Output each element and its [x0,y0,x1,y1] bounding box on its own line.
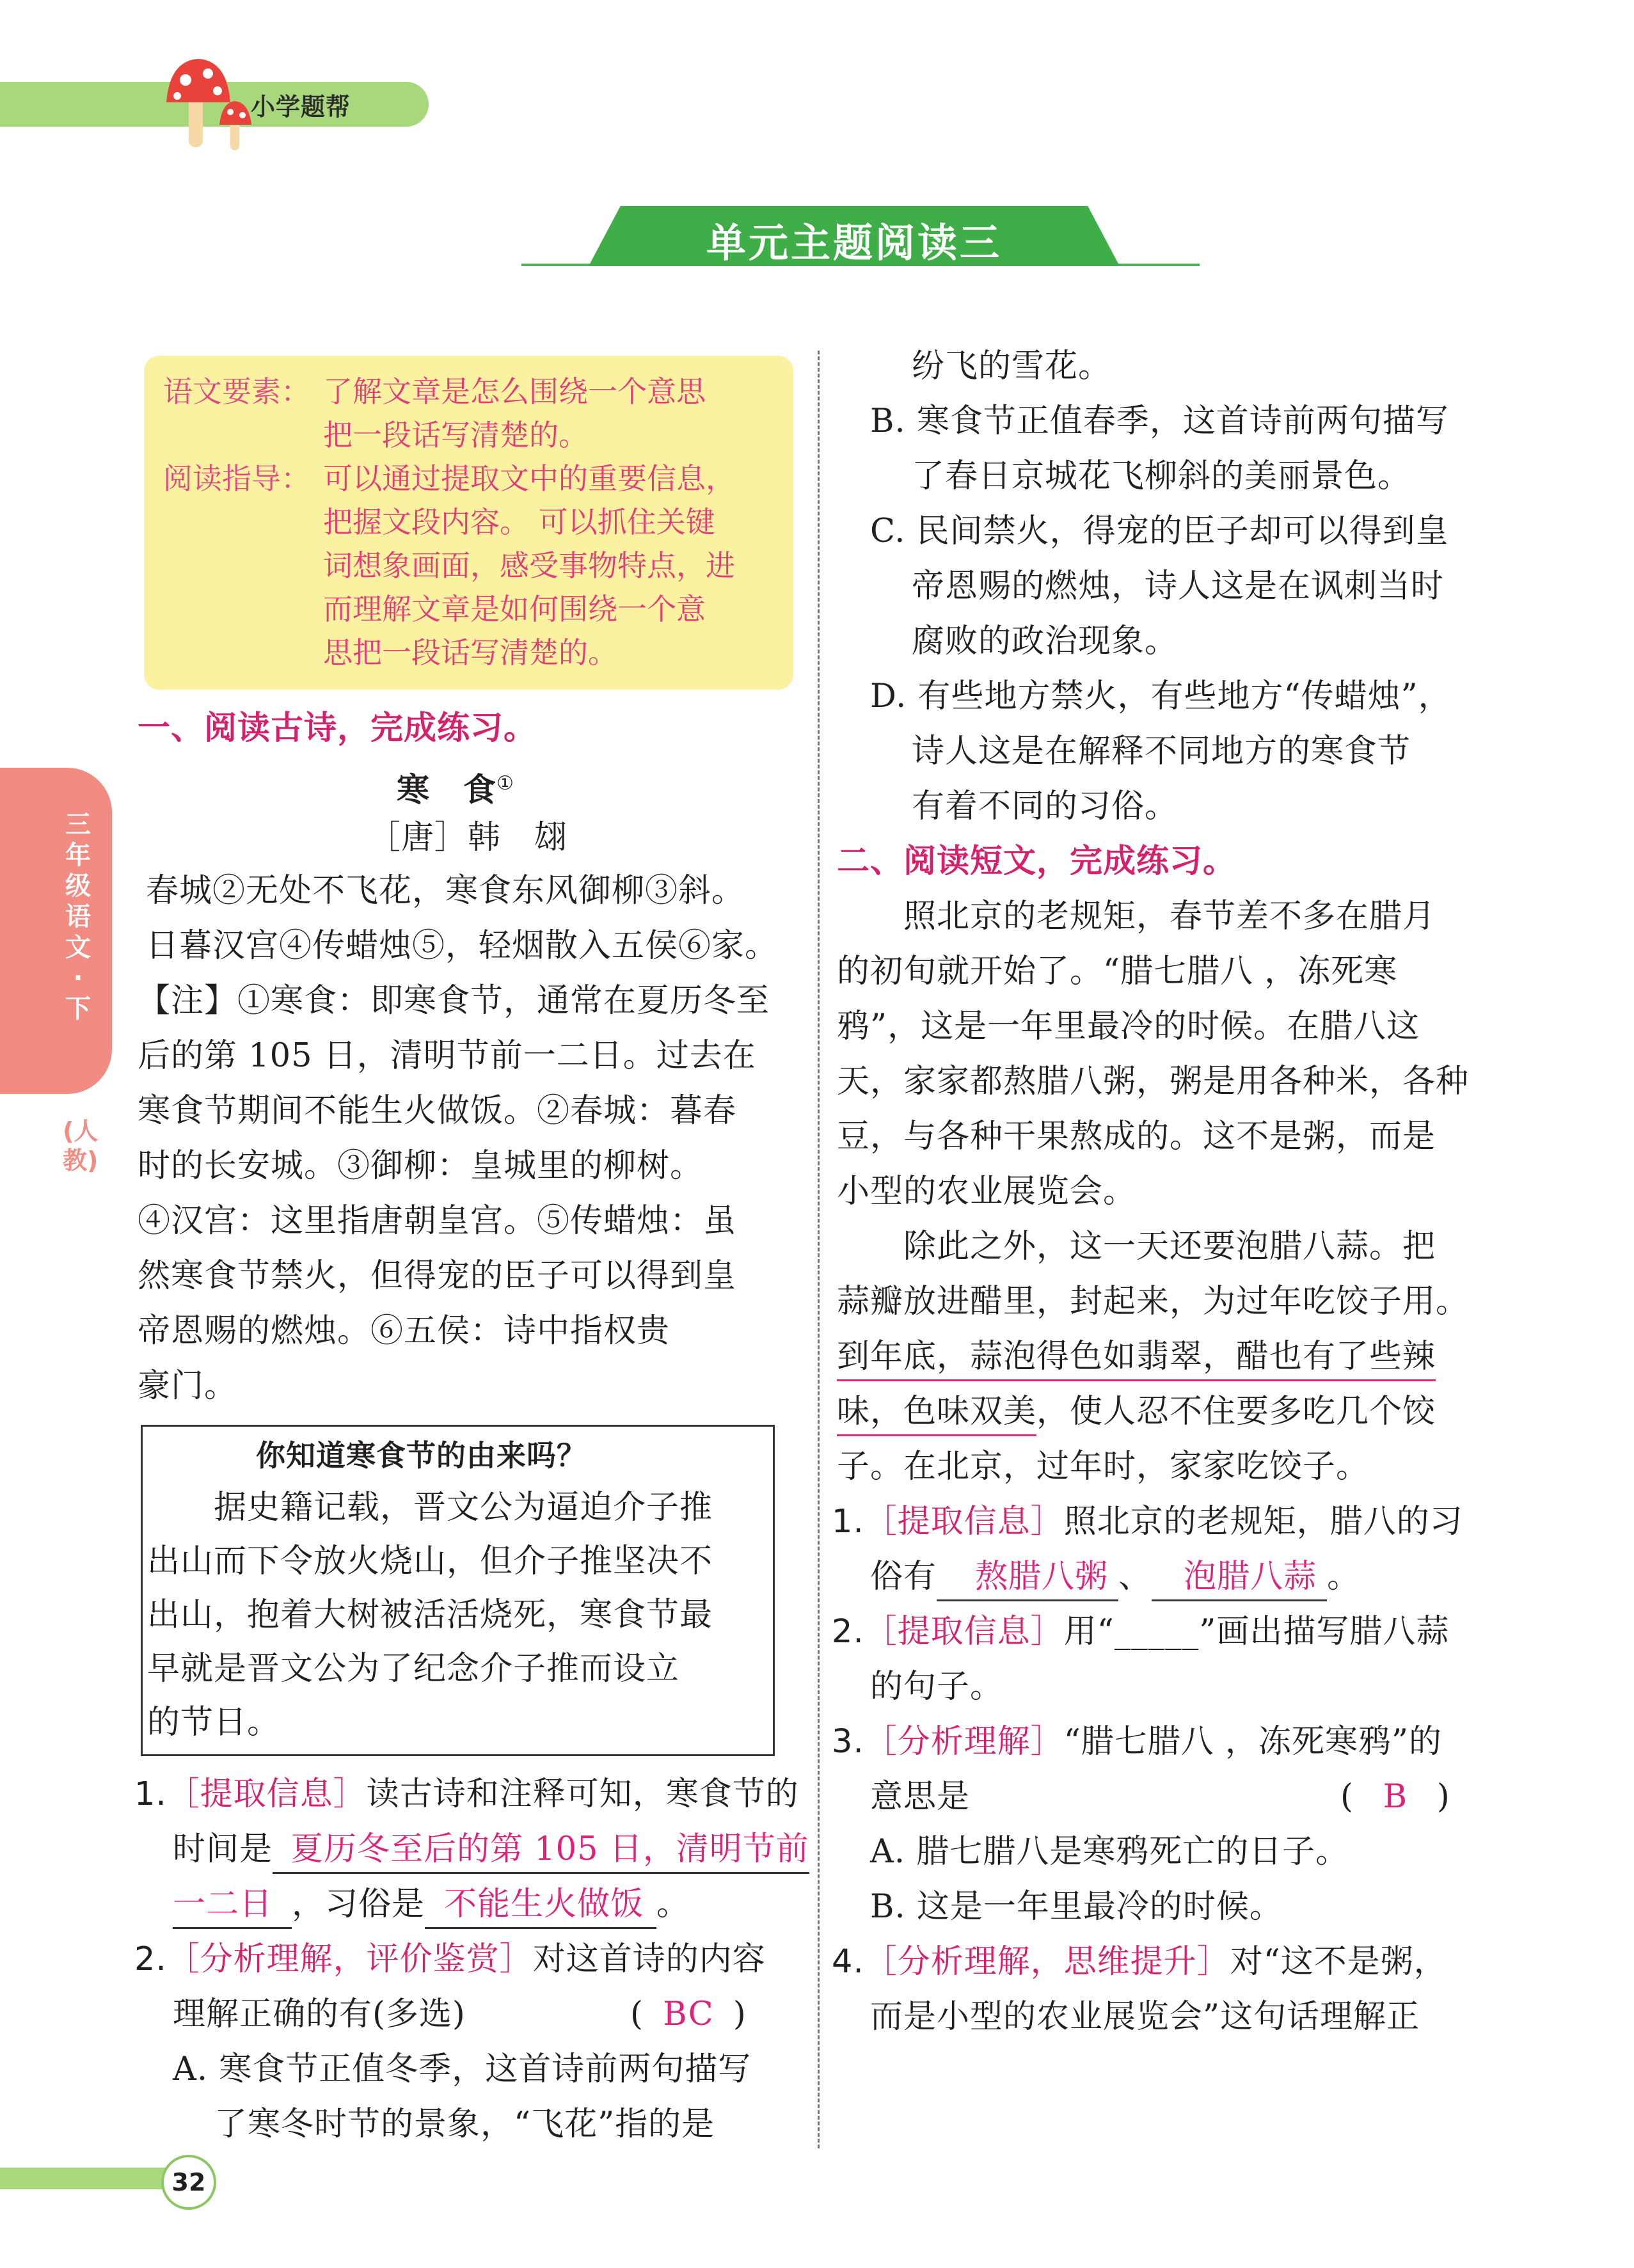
notes-line-6: 然寒食节禁火，但得宠的臣子可以得到皇 [138,1257,737,1295]
poem-author: ［唐］韩 翃 [368,819,568,857]
column-divider [818,351,820,2148]
passage-line-7: 除此之外，这一天还要泡腊八蒜。把 [837,1228,1436,1265]
page-number: 32 [161,2155,216,2210]
s1-q2-option-c-cont: 帝恩赐的燃烛，诗人这是在讽刺当时 [912,567,1445,605]
s1-q2-option-c-end: 腐败的政治现象。 [912,623,1178,660]
section2-heading: 二、阅读短文，完成练习。 [837,843,1237,880]
passage-line-3: 鸦”，这是一年里最冷的时候。在腊八这 [837,1008,1420,1045]
s1-question-1: 1.［提取信息］读古诗和注释可知，寒食节的 [134,1775,799,1813]
s1-q2-option-d-end: 有着不同的习俗。 [912,788,1178,825]
s1-q2-option-d: D. 有些地方禁火，有些地方“传蜡烛”， [870,678,1452,715]
s2-question-3: 3.［分析理解］“腊七腊八 ，冻死寒鸦”的 [832,1723,1443,1761]
side-tab-edition: (人教) [63,1117,99,1175]
s1-question-2: 2.［分析理解，评价鉴赏］对这首诗的内容 [134,1940,766,1978]
s1-q2-line-2: 理解正确的有(多选) [173,1995,466,2033]
s2-q2-line-2: 的句子。 [870,1668,1004,1706]
key-points-box [144,356,793,690]
element-line-2: 把一段话写清楚的。 [323,418,588,452]
passage-line-5: 豆，与各种干果熬成的。这不是粥，而是 [837,1118,1436,1155]
s2-q4-line-2: 而是小型的农业展览会”这句话理解正 [870,1998,1420,2036]
s2-q3-line-2: 意思是 [870,1778,971,1816]
notes-line-4: 时的长安城。③御柳：皇城里的柳树。 [138,1147,704,1185]
side-tab [0,768,112,1094]
s1-q2-option-d-cont: 诗人这是在解释不同地方的寒食节 [912,733,1411,770]
s1-q2-option-a-cont: 了寒冬时节的景象，“飞花”指的是 [214,2105,715,2143]
s1-q2-option-a: A. 寒食节正值冬季，这首诗前两句描写 [173,2050,752,2088]
element-label: 语文要素： [163,374,310,409]
s2-q1-line-2: 俗有 熬腊八粥 、 泡腊八蒜 。 [870,1555,1360,1601]
mushroom-icon [163,51,259,154]
notes-line-5: ④汉宫：这里指唐朝皇宫。⑤传蜡烛：虽 [138,1202,737,1240]
s2-q1-answer-1[interactable]: 熬腊八粥 [937,1555,1118,1601]
passage-line-6: 小型的农业展览会。 [837,1173,1137,1210]
guide-line-4: 而理解文章是如何围绕一个意 [323,592,706,626]
garlic-sentence-underline: 到年底，蒜泡得色如翡翠，醋也有了些辣 [837,1335,1436,1381]
page-title: 单元主题阅读三 [706,219,1002,266]
s1-q1-answer-time[interactable]: 夏历冬至后的第 105 日，清明节前 [273,1827,809,1874]
s2-question-4: 4.［分析理解，思维提升］对“这不是粥， [832,1943,1447,1981]
s2-q3-answer-paren[interactable]: ( B ) [1340,1778,1450,1816]
s2-question-2: 2.［提取信息］用“_____”画出描写腊八蒜 [832,1613,1450,1651]
guide-label: 阅读指导： [163,461,310,496]
passage-line-9 [837,1335,1436,1381]
notes-line-2: 后的第 105 日，清明节前一二日。过去在 [138,1037,756,1075]
passage-line-11: 子。在北京，过年时，家家吃饺子。 [837,1448,1370,1486]
s1-q2-answer-paren[interactable]: ( BC ) [630,1995,747,2033]
s2-q3-option-a: A. 腊七腊八是寒鸦死亡的日子。 [870,1833,1349,1871]
side-tab-label: 三年级语文·下 [65,810,91,1024]
notes-line-1: 【注】①寒食：即寒食节，通常在夏历冬至 [138,982,770,1020]
s1-q1-answer-custom[interactable]: 不能生火做饭 [425,1882,656,1929]
s1-q1-line-2: 时间是 夏历冬至后的第 105 日，清明节前 [173,1827,809,1874]
s2-q3-option-b: B. 这是一年里最冷的时候。 [870,1888,1283,1926]
s1-q1-answer-time-cont[interactable]: 一二日 [173,1882,292,1929]
notes-line-7: 帝恩赐的燃烛。⑥五侯：诗中指权贵 [138,1312,670,1350]
s1-q2-option-c: C. 民间禁火，得宠的臣子却可以得到皇 [870,512,1449,550]
s1-q2-option-b-cont: 了春日京城花飞柳斜的美丽景色。 [912,457,1411,495]
info-box-line-5: 的节日。 [147,1704,281,1741]
poem-title: 寒 食① [397,771,514,809]
guide-line-2: 把握文段内容。 可以抓住关键 [323,505,715,539]
section1-heading: 一、阅读古诗，完成练习。 [138,710,537,747]
passage-line-2: 的初旬就开始了。“腊七腊八 ，冻死寒 [837,953,1398,990]
s1-q2-option-a-end: 纷飞的雪花。 [912,347,1112,385]
garlic-sentence-underline-end: 味，色味双美 [837,1390,1036,1436]
info-box-line-1: 据史籍记载，晋文公为逼迫介子推 [147,1489,713,1527]
notes-line-8: 豪门。 [138,1367,238,1405]
passage-line-4: 天，家家都熬腊八粥，粥是用各种米，各种 [837,1063,1470,1100]
info-box-line-2: 出山而下令放火烧山，但介子推坚决不 [147,1542,713,1580]
info-box-title: 你知道寒食节的由来吗？ [256,1438,587,1473]
passage-line-8: 蒜瓣放进醋里，封起来，为过年吃饺子用。 [837,1283,1470,1320]
poem-line-1: 春城②无处不飞花，寒食东风御柳③斜。 [146,872,745,910]
info-box-line-4: 早就是晋文公为了纪念介子推而设立 [147,1650,680,1688]
brand-label: 小学题帮 [251,93,351,121]
passage-line-1: 照北京的老规矩，春节差不多在腊月 [837,898,1436,935]
info-box-line-3: 出山，抱着大树被活活烧死，寒食节最 [147,1596,713,1634]
s1-q1-line-3: 一二日 ，习俗是 不能生火做饭 。 [173,1882,690,1929]
guide-line-3: 词想象画面，感受事物特点，进 [323,548,735,583]
s2-question-1: 1.［提取信息］照北京的老规矩，腊八的习 [832,1503,1463,1541]
notes-line-3: 寒食节期间不能生火做饭。②春城：暮春 [138,1092,737,1130]
passage-line-10: 味，色味双美，使人忍不住要多吃几个饺 [837,1390,1436,1436]
element-line-1: 了解文章是怎么围绕一个意思 [323,374,706,409]
poem-line-2: 日暮汉宫④传蜡烛⑤，轻烟散入五侯⑥家。 [146,927,779,965]
guide-line-5: 思把一段话写清楚的。 [323,635,617,670]
guide-line-1: 可以通过提取文中的重要信息， [323,461,735,496]
s2-q1-answer-2[interactable]: 泡腊八蒜 [1152,1555,1327,1601]
s1-q2-option-b: B. 寒食节正值春季，这首诗前两句描写 [870,402,1449,440]
